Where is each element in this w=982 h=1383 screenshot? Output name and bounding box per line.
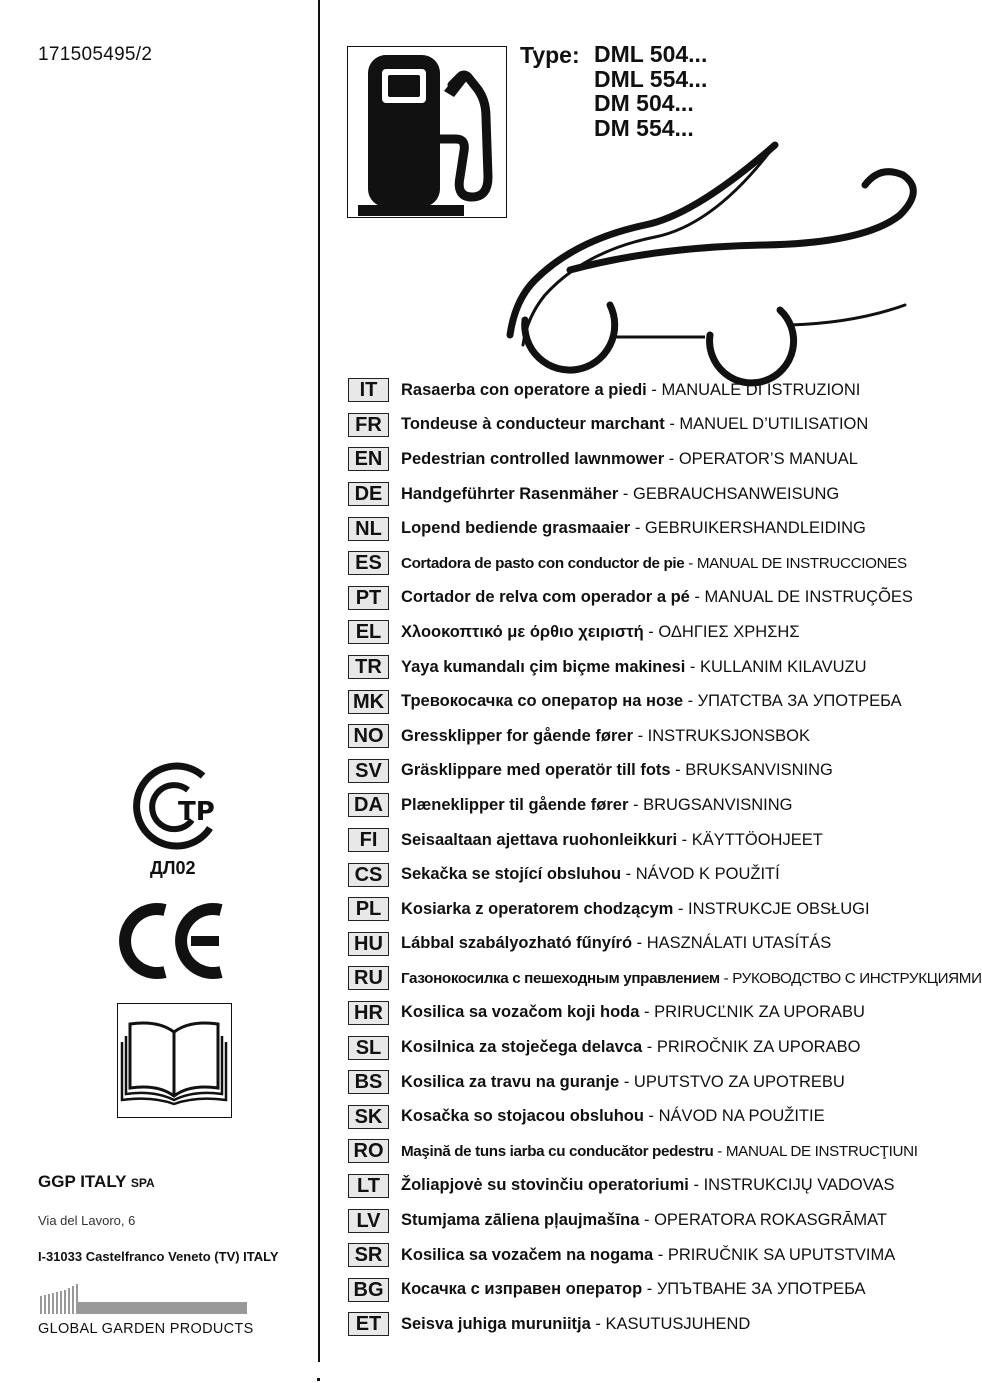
title-separator: - bbox=[653, 1245, 668, 1264]
manual-title: PRIRUCĽNIK ZA UPORABU bbox=[654, 1003, 865, 1022]
language-code-badge: FR bbox=[348, 413, 389, 437]
product-description: Kosilica sa vozačom koji hoda bbox=[401, 1003, 640, 1022]
product-description: Plæneklipper til gående fører bbox=[401, 795, 629, 814]
open-book-icon bbox=[118, 1004, 230, 1116]
company-suffix: SPA bbox=[130, 1176, 155, 1190]
manual-title: NÁVOD NA POUŽITIE bbox=[658, 1107, 825, 1126]
language-row bbox=[348, 719, 938, 754]
language-code-badge: SV bbox=[348, 759, 389, 783]
language-title bbox=[401, 519, 866, 538]
language-row bbox=[348, 1169, 938, 1204]
language-code-badge: MK bbox=[348, 690, 389, 714]
language-title bbox=[401, 1003, 865, 1022]
manual-title: УПЪТВАНЕ ЗА УПОТРЕБА bbox=[656, 1280, 866, 1299]
language-row bbox=[348, 408, 938, 443]
language-title bbox=[401, 1073, 845, 1092]
product-description: Seisaaltaan ajettava ruohonleikkuri bbox=[401, 830, 678, 849]
product-description: Cortador de relva com operador a pé bbox=[401, 588, 690, 607]
manual-title: KÄYTTÖOHJEET bbox=[691, 830, 823, 849]
manual-title: INSTRUKCIJŲ VADOVAS bbox=[703, 1176, 895, 1195]
manual-title: MANUAL DE INSTRUCŢIUNI bbox=[725, 1142, 918, 1160]
manual-title: BRUKSANVISNING bbox=[685, 761, 833, 780]
language-row bbox=[348, 581, 938, 616]
eac-code: ДЛ02 bbox=[150, 858, 196, 878]
model-item: DM 554... bbox=[594, 114, 694, 141]
language-code-badge: BG bbox=[348, 1278, 389, 1302]
language-title bbox=[401, 727, 810, 746]
product-description: Stumjama zāliena pļaujmašīna bbox=[401, 1211, 640, 1230]
product-description: Газонокосилка с пешеходным управлением bbox=[401, 969, 720, 987]
language-row bbox=[348, 823, 938, 858]
company-street: Via del Lavoro, 6 bbox=[38, 1213, 136, 1228]
product-description: Kosilnica za stoječega delavca bbox=[401, 1038, 643, 1057]
title-separator: - bbox=[642, 1038, 657, 1057]
language-code-badge: TR bbox=[348, 655, 389, 679]
company-name-main: GGP ITALY bbox=[38, 1172, 127, 1191]
language-code-badge: BS bbox=[348, 1070, 389, 1094]
language-row bbox=[348, 996, 938, 1031]
manual-title: KASUTUSJUHEND bbox=[605, 1314, 751, 1333]
language-row bbox=[348, 1307, 938, 1342]
read-manual-box bbox=[117, 1003, 232, 1118]
model-item: DML 554... bbox=[594, 65, 708, 92]
fuel-pump-icon bbox=[348, 47, 505, 216]
product-description: Косачка с изправен оператор bbox=[401, 1280, 643, 1299]
language-title bbox=[401, 692, 902, 711]
fuel-pump-box bbox=[347, 46, 507, 218]
product-description: Sekačka se stojící obsluhou bbox=[401, 865, 622, 884]
language-code-badge: DE bbox=[348, 482, 389, 506]
ggp-logo-icon bbox=[38, 1284, 248, 1314]
title-separator: - bbox=[683, 692, 698, 711]
title-separator: - bbox=[677, 830, 692, 849]
language-title bbox=[401, 934, 831, 953]
language-title bbox=[401, 1211, 887, 1230]
language-row bbox=[348, 892, 938, 927]
language-row bbox=[348, 650, 938, 685]
model-item: DM 504... bbox=[594, 90, 694, 116]
language-row bbox=[348, 1272, 938, 1307]
language-code-badge: LT bbox=[348, 1174, 389, 1198]
language-row bbox=[348, 1030, 938, 1065]
language-code-badge: RU bbox=[348, 966, 389, 990]
language-code-badge: ES bbox=[348, 551, 389, 575]
title-separator: - bbox=[646, 380, 662, 399]
language-row bbox=[348, 373, 938, 408]
language-title bbox=[401, 761, 833, 780]
product-description: Gressklipper for gående fører bbox=[401, 726, 633, 745]
language-title bbox=[401, 1315, 750, 1334]
product-description: Žoliapjovė su stovinčiu operatoriumi bbox=[401, 1176, 689, 1195]
title-separator: - bbox=[673, 899, 689, 918]
language-title bbox=[401, 1107, 825, 1126]
language-title bbox=[401, 555, 907, 572]
title-separator: - bbox=[670, 761, 686, 780]
language-code-badge: HU bbox=[348, 932, 389, 956]
title-separator: - bbox=[619, 1072, 634, 1091]
language-title bbox=[401, 588, 913, 607]
product-description: Yaya kumandalı çim biçme makinesi bbox=[401, 657, 686, 676]
language-title bbox=[401, 900, 870, 919]
title-separator: - bbox=[684, 554, 697, 572]
title-separator: - bbox=[632, 934, 647, 953]
language-title bbox=[401, 1280, 866, 1299]
manual-title: OPERATORA ROKASGRĀMAT bbox=[654, 1211, 887, 1230]
product-description: Maşină de tuns iarba cu conducător pedestru bbox=[401, 1142, 714, 1160]
language-title bbox=[401, 415, 868, 434]
language-row bbox=[348, 754, 938, 789]
language-row bbox=[348, 1065, 938, 1100]
manual-title: HASZNÁLATI UTASÍTÁS bbox=[646, 934, 832, 953]
language-title bbox=[401, 831, 823, 850]
title-separator: - bbox=[628, 795, 644, 814]
language-code-badge: LV bbox=[348, 1209, 389, 1233]
model-item: DML 504... bbox=[594, 41, 708, 67]
title-separator: - bbox=[642, 1280, 657, 1299]
title-separator: - bbox=[643, 1107, 659, 1126]
product-description: Kosilica za travu na guranje bbox=[401, 1072, 620, 1091]
eac-mark-icon bbox=[118, 762, 230, 854]
brand-name: GLOBAL GARDEN PRODUCTS bbox=[38, 1321, 254, 1337]
manual-title: INSTRUKSJONSBOK bbox=[647, 726, 810, 745]
product-description: Lábbal szabályozható fűnyíró bbox=[401, 934, 633, 953]
language-title bbox=[401, 1176, 895, 1195]
title-separator: - bbox=[664, 415, 680, 434]
title-separator: - bbox=[618, 484, 633, 503]
title-separator: - bbox=[643, 622, 659, 641]
column-divider bbox=[318, 0, 320, 1362]
language-code-badge: CS bbox=[348, 863, 389, 887]
language-title bbox=[401, 970, 982, 987]
manual-title: INSTRUKCJE OBSŁUGI bbox=[688, 899, 870, 918]
manual-title: MANUAL DE INSTRUÇÕES bbox=[704, 588, 913, 607]
title-separator: - bbox=[639, 1211, 655, 1230]
manual-title: BRUGSANVISNING bbox=[643, 795, 793, 814]
type-label: Type: bbox=[520, 42, 580, 68]
language-row bbox=[348, 788, 938, 823]
company-name bbox=[38, 1172, 155, 1192]
language-code-badge: ET bbox=[348, 1312, 389, 1336]
product-description: Seisva juhiga muruniitja bbox=[401, 1314, 591, 1333]
product-description: Lopend bediende grasmaaier bbox=[401, 519, 631, 538]
product-description: Tondeuse à conducteur marchant bbox=[401, 415, 665, 434]
manual-title: KULLANIM KILAVUZU bbox=[699, 657, 867, 676]
manual-title: MANUALE DI ISTRUZIONI bbox=[661, 380, 861, 399]
title-separator: - bbox=[590, 1314, 606, 1333]
model-list bbox=[594, 42, 707, 140]
manual-title: GEBRAUCHSANWEISUNG bbox=[632, 484, 840, 503]
title-separator: - bbox=[713, 1142, 726, 1160]
company-city: I-31033 Castelfranco Veneto (TV) ITALY bbox=[38, 1249, 279, 1264]
language-code-badge: PL bbox=[348, 897, 389, 921]
language-row bbox=[348, 1238, 938, 1273]
language-code-badge: SK bbox=[348, 1105, 389, 1129]
product-description: Χλοοκοπτικό με όρθιο χειριστή bbox=[401, 622, 644, 641]
language-code-badge: RO bbox=[348, 1139, 389, 1163]
bottom-tick bbox=[317, 1378, 320, 1381]
language-code-badge: IT bbox=[348, 378, 389, 402]
ce-mark-icon bbox=[117, 900, 229, 982]
language-title bbox=[401, 1143, 918, 1160]
language-code-badge: NO bbox=[348, 724, 389, 748]
manual-title: РУКОВОДСТВО С ИНСТРУКЦИЯМИ bbox=[732, 969, 982, 987]
language-title bbox=[401, 865, 780, 884]
manual-title: MANUEL D’UTILISATION bbox=[679, 415, 869, 434]
language-row bbox=[348, 546, 938, 581]
language-row bbox=[348, 684, 938, 719]
title-separator: - bbox=[688, 1176, 704, 1195]
language-row bbox=[348, 1099, 938, 1134]
language-title bbox=[401, 381, 860, 400]
title-separator: - bbox=[630, 519, 645, 538]
manual-title: UPUTSTVO ZA UPOTREBU bbox=[633, 1072, 845, 1091]
language-code-badge: SR bbox=[348, 1243, 389, 1267]
language-row bbox=[348, 615, 938, 650]
language-code-badge: DA bbox=[348, 793, 389, 817]
language-row bbox=[348, 477, 938, 512]
language-code-badge: EL bbox=[348, 620, 389, 644]
lawnmower-outline-icon bbox=[505, 145, 920, 370]
language-code-badge: PT bbox=[348, 586, 389, 610]
language-code-badge: HR bbox=[348, 1001, 389, 1025]
language-title bbox=[401, 1246, 895, 1265]
product-description: Rasaerba con operatore a piedi bbox=[401, 380, 647, 399]
manual-title: OPERATOR’S MANUAL bbox=[678, 449, 858, 468]
language-code-badge: FI bbox=[348, 828, 389, 852]
document-code: 171505495/2 bbox=[38, 44, 153, 65]
product-description: Cortadora de pasto con conductor de pie bbox=[401, 554, 685, 572]
language-title bbox=[401, 658, 867, 677]
manual-title: MANUAL DE INSTRUCCIONES bbox=[696, 554, 907, 572]
title-separator: - bbox=[719, 969, 733, 987]
manual-title: NÁVOD K POUŽITÍ bbox=[635, 865, 780, 884]
language-title bbox=[401, 796, 793, 815]
language-row bbox=[348, 961, 982, 996]
language-code-badge: SL bbox=[348, 1036, 389, 1060]
product-description: Gräsklippare med operatör till fots bbox=[401, 761, 671, 780]
title-separator: - bbox=[664, 449, 679, 468]
product-description: Kosiarka z operatorem chodzącym bbox=[401, 899, 674, 918]
language-list bbox=[348, 373, 982, 1342]
language-row bbox=[348, 1203, 938, 1238]
language-row bbox=[348, 857, 938, 892]
product-description: Pedestrian controlled lawnmower bbox=[401, 449, 665, 468]
title-separator: - bbox=[633, 726, 648, 745]
title-separator: - bbox=[621, 865, 636, 884]
manual-title: ΟΔΗΓΙΕΣ ΧΡΗΣΗΣ bbox=[658, 622, 800, 641]
title-separator: - bbox=[639, 1003, 655, 1022]
manual-title: PRIROČNIK ZA UPORABO bbox=[656, 1038, 861, 1057]
language-title bbox=[401, 1038, 860, 1057]
language-code-badge: EN bbox=[348, 447, 389, 471]
product-description: Handgeführter Rasenmäher bbox=[401, 484, 619, 503]
language-row bbox=[348, 927, 938, 962]
language-row bbox=[348, 511, 938, 546]
eac-mark-letters: ТР bbox=[178, 797, 215, 827]
language-title bbox=[401, 450, 858, 469]
product-description: Тревокосачка со оператор на нозе bbox=[401, 692, 683, 711]
language-code-badge: NL bbox=[348, 517, 389, 541]
manual-title: GEBRUIKERSHANDLEIDING bbox=[644, 519, 866, 538]
language-row bbox=[348, 1134, 938, 1169]
language-row bbox=[348, 442, 938, 477]
product-description: Kosilica sa vozačem na nogama bbox=[401, 1245, 654, 1264]
language-title bbox=[401, 623, 800, 642]
title-separator: - bbox=[685, 657, 700, 676]
language-title bbox=[401, 485, 839, 504]
manual-title: УПАТСТВА ЗА УПОТРЕБА bbox=[697, 692, 902, 711]
product-description: Kosačka so stojacou obsluhou bbox=[401, 1107, 644, 1126]
title-separator: - bbox=[689, 588, 705, 607]
manual-title: PRIRUČNIK SA UPUTSTVIMA bbox=[667, 1245, 896, 1264]
